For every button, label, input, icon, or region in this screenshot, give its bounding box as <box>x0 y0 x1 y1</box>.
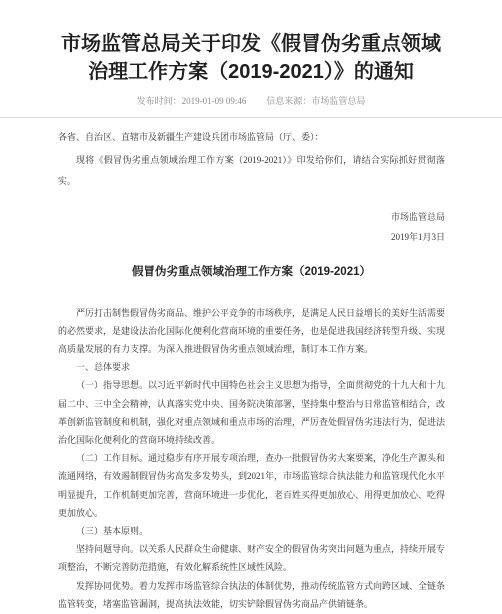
signature-block <box>58 207 445 247</box>
article-meta <box>0 93 502 109</box>
paragraph <box>58 449 445 522</box>
issue-date: 2019年1月3日 <box>390 232 445 242</box>
notice-paragraph-line: 实。 <box>58 175 77 186</box>
issuer: 市场监管总局 <box>390 212 445 222</box>
paragraph-line: 坚持问题导向。以关系人民群众生命健康、财产安全的假冒伪劣突出问题为重点，持续开展专 <box>76 544 445 555</box>
title-divider <box>0 117 502 118</box>
paragraph <box>58 376 445 449</box>
intro-paragraph <box>58 304 445 359</box>
paragraph-line: 治化国际化便利化的营商环境持续改善。 <box>58 434 221 445</box>
intro-paragraph-line: 严厉打击制售假冒伪劣商品、维护公平竞争的市场秩序，是满足人民日益增长的美好生活需要 <box>76 307 445 318</box>
page-title <box>0 0 502 86</box>
paragraph-line: 明显提升，工作机制更加完善，营商环境进一步优化，老百姓买得更加放心、用得更加放心、吃得 <box>58 489 445 500</box>
paragraph-line: （三）基本原则。 <box>76 525 149 536</box>
page-title-line: 治理工作方案（2019-2021）》的通知 <box>88 61 414 83</box>
paragraph <box>58 522 445 540</box>
intro-paragraph-line: 高质量发展的有力支撑。为深入推进假冒伪劣重点领域治理，制订本工作方案。 <box>58 343 374 354</box>
paragraph-line: 监管转变，堵塞监管漏洞，提高执法效能，切实铲除假冒伪劣商品产供销链条。 <box>58 598 374 609</box>
page-title-line: 市场监管总局关于印发《假冒伪劣重点领域 <box>61 33 441 55</box>
plan-body <box>58 304 445 613</box>
paragraph-line: 届二中、三中全会精神，认真落实党中央、国务院决策部署，坚持集中整治与日常监管相结合，改 <box>58 398 445 409</box>
paragraph-line: 更加放心。 <box>58 507 104 518</box>
paragraph-line: 项整治，不断完善防范措施，有效化解系统性区域性风险。 <box>58 562 293 573</box>
paragraph-line: 流通网络，有效遏制假冒伪劣高发多发势头，到2021年，市场监管综合执法能力和监管现代化水平 <box>58 471 445 482</box>
notice-paragraph <box>58 150 445 192</box>
paragraph-line: 革创新监管制度和机制，强化对重点领域和重点市场的治理，严厉查处假冒伪劣违法行为，促进法 <box>58 416 445 427</box>
section-paragraphs <box>58 376 445 613</box>
paragraph <box>58 577 445 613</box>
intro-paragraph-line: 的必然要求，是建设法治化国际化便利化营商环境的重要任务，也是促进我国经济转型升级、实现 <box>58 325 445 336</box>
salutation: 各省、自治区、直辖市及新疆生产建设兵团市场监管局（厅、委）： <box>58 131 324 142</box>
article-body <box>58 127 445 613</box>
notice-paragraph-line: 现将《假冒伪劣重点领域治理工作方案（2019-2021）》印发给你们，请结合实际抓好贯彻落 <box>76 154 445 165</box>
paragraph-line: 发挥协同优势。着力发挥市场监管综合执法的体制优势，推动传统监管方式向跨区域、全链条 <box>76 580 445 591</box>
paragraph-line: （二）工作目标。通过稳步有序开展专项治理，查办一批假冒伪劣大案要案，净化生产源头和 <box>76 453 445 464</box>
notice-text <box>58 127 445 192</box>
publish-time: 发布时间：2019-01-09 09:46 <box>136 96 247 106</box>
info-source: 信息来源：市场监管总局 <box>266 96 366 106</box>
section-heading: 一、总体要求 <box>76 362 131 373</box>
paragraph <box>58 540 445 576</box>
paragraph-line: （一）指导思想。以习近平新时代中国特色社会主义思想为指导，全面贯彻党的十九大和十九 <box>76 380 445 391</box>
plan-heading: 假冒伪劣重点领域治理工作方案（2019-2021） <box>132 266 371 278</box>
